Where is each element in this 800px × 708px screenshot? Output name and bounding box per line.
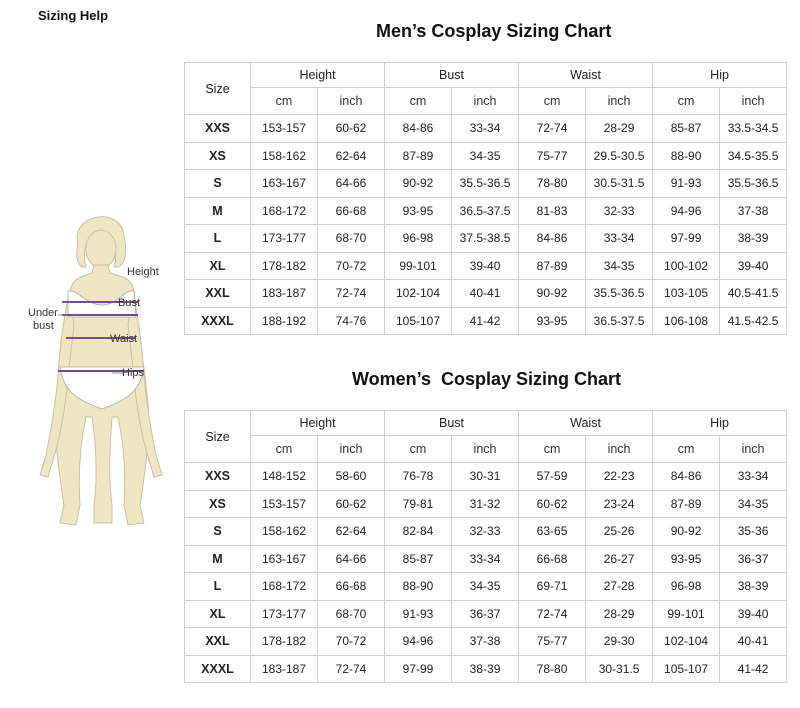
table-cell: 35-36 bbox=[720, 518, 787, 546]
table-cell: 79-81 bbox=[385, 490, 452, 518]
table-row bbox=[185, 518, 787, 546]
table-cell: 84-86 bbox=[385, 115, 452, 143]
size-cell: M bbox=[185, 197, 251, 225]
table-cell: 88-90 bbox=[653, 142, 720, 170]
table-cell: 183-187 bbox=[251, 655, 318, 683]
size-cell: S bbox=[185, 170, 251, 198]
women-sizing-table bbox=[184, 410, 787, 683]
table-cell: 32-33 bbox=[586, 197, 653, 225]
table-row bbox=[185, 280, 787, 308]
table-cell: 66-68 bbox=[519, 545, 586, 573]
table-cell: 58-60 bbox=[318, 463, 385, 491]
table-cell: 68-70 bbox=[318, 600, 385, 628]
table-row bbox=[185, 573, 787, 601]
table-cell: 62-64 bbox=[318, 518, 385, 546]
table-cell: 30-31.5 bbox=[586, 655, 653, 683]
table-cell: 90-92 bbox=[653, 518, 720, 546]
table-cell: 82-84 bbox=[385, 518, 452, 546]
table-cell: 60-62 bbox=[519, 490, 586, 518]
size-cell: XXL bbox=[185, 280, 251, 308]
table-cell: 41-42 bbox=[720, 655, 787, 683]
size-cell: XXS bbox=[185, 115, 251, 143]
table-cell: 72-74 bbox=[519, 600, 586, 628]
table-cell: 158-162 bbox=[251, 518, 318, 546]
table-cell: 87-89 bbox=[385, 142, 452, 170]
table-cell: 64-66 bbox=[318, 170, 385, 198]
table-cell: 38-39 bbox=[720, 573, 787, 601]
table-cell: 30.5-31.5 bbox=[586, 170, 653, 198]
size-cell: L bbox=[185, 573, 251, 601]
table-cell: 36.5-37.5 bbox=[586, 307, 653, 335]
unit-header-cm: cm bbox=[653, 88, 720, 115]
table-cell: 63-65 bbox=[519, 518, 586, 546]
table-cell: 158-162 bbox=[251, 142, 318, 170]
table-cell: 38-39 bbox=[720, 225, 787, 253]
table-row bbox=[185, 545, 787, 573]
unit-header-inch: inch bbox=[586, 88, 653, 115]
sizing-help-label: Sizing Help bbox=[38, 8, 109, 23]
table-cell: 72-74 bbox=[318, 655, 385, 683]
body-measurement-figure bbox=[20, 205, 190, 545]
table-cell: 39-40 bbox=[720, 252, 787, 280]
group-header-bust: Bust bbox=[385, 411, 519, 436]
table-cell: 25-26 bbox=[586, 518, 653, 546]
table-cell: 64-66 bbox=[318, 545, 385, 573]
under-bust-label-line1: Under bbox=[28, 307, 58, 319]
table-cell: 178-182 bbox=[251, 628, 318, 656]
size-cell: L bbox=[185, 225, 251, 253]
table-cell: 84-86 bbox=[653, 463, 720, 491]
table-cell: 60-62 bbox=[318, 490, 385, 518]
table-cell: 72-74 bbox=[519, 115, 586, 143]
table-cell: 90-92 bbox=[385, 170, 452, 198]
under-bust-label-line2: bust bbox=[33, 320, 54, 332]
unit-header-cm: cm bbox=[385, 436, 452, 463]
table-row bbox=[185, 490, 787, 518]
table-cell: 78-80 bbox=[519, 170, 586, 198]
size-cell: XS bbox=[185, 490, 251, 518]
table-cell: 40-41 bbox=[452, 280, 519, 308]
size-cell: XL bbox=[185, 252, 251, 280]
table-cell: 88-90 bbox=[385, 573, 452, 601]
table-cell: 94-96 bbox=[653, 197, 720, 225]
unit-header-inch: inch bbox=[318, 436, 385, 463]
table-cell: 38-39 bbox=[452, 655, 519, 683]
unit-header-cm: cm bbox=[519, 436, 586, 463]
table-row bbox=[185, 600, 787, 628]
size-column-header: Size bbox=[185, 411, 251, 463]
table-cell: 75-77 bbox=[519, 628, 586, 656]
men-chart-title: Men’s Cosplay Sizing Chart bbox=[376, 21, 612, 41]
table-cell: 106-108 bbox=[653, 307, 720, 335]
table-cell: 62-64 bbox=[318, 142, 385, 170]
table-cell: 70-72 bbox=[318, 252, 385, 280]
women-chart-title: Women’s Cosplay Sizing Chart bbox=[352, 369, 622, 389]
table-cell: 168-172 bbox=[251, 573, 318, 601]
height-label: Height bbox=[127, 266, 159, 278]
table-cell: 183-187 bbox=[251, 280, 318, 308]
size-cell: M bbox=[185, 545, 251, 573]
table-cell: 178-182 bbox=[251, 252, 318, 280]
table-cell: 66-68 bbox=[318, 197, 385, 225]
table-cell: 39-40 bbox=[720, 600, 787, 628]
size-cell: XXS bbox=[185, 463, 251, 491]
table-cell: 28-29 bbox=[586, 115, 653, 143]
group-header-height: Height bbox=[251, 411, 385, 436]
table-row bbox=[185, 115, 787, 143]
table-cell: 36-37 bbox=[720, 545, 787, 573]
table-cell: 105-107 bbox=[653, 655, 720, 683]
table-cell: 28-29 bbox=[586, 600, 653, 628]
table-cell: 34-35 bbox=[452, 573, 519, 601]
group-header-waist: Waist bbox=[519, 63, 653, 88]
table-cell: 70-72 bbox=[318, 628, 385, 656]
table-cell: 99-101 bbox=[653, 600, 720, 628]
table-cell: 168-172 bbox=[251, 197, 318, 225]
table-cell: 31-32 bbox=[452, 490, 519, 518]
table-cell: 29-30 bbox=[586, 628, 653, 656]
size-column-header: Size bbox=[185, 63, 251, 115]
unit-header-cm: cm bbox=[251, 88, 318, 115]
table-cell: 41.5-42.5 bbox=[720, 307, 787, 335]
table-cell: 60-62 bbox=[318, 115, 385, 143]
table-cell: 37-38 bbox=[452, 628, 519, 656]
table-cell: 105-107 bbox=[385, 307, 452, 335]
table-cell: 78-80 bbox=[519, 655, 586, 683]
bust-label: Bust bbox=[118, 297, 141, 309]
unit-header-cm: cm bbox=[653, 436, 720, 463]
unit-header-cm: cm bbox=[519, 88, 586, 115]
table-row bbox=[185, 197, 787, 225]
table-cell: 97-99 bbox=[385, 655, 452, 683]
unit-header-cm: cm bbox=[251, 436, 318, 463]
group-header-bust: Bust bbox=[385, 63, 519, 88]
table-cell: 35.5-36.5 bbox=[452, 170, 519, 198]
table-row bbox=[185, 628, 787, 656]
group-header-height: Height bbox=[251, 63, 385, 88]
table-cell: 66-68 bbox=[318, 573, 385, 601]
table-cell: 33-34 bbox=[586, 225, 653, 253]
unit-header-inch: inch bbox=[720, 436, 787, 463]
table-cell: 32-33 bbox=[452, 518, 519, 546]
table-cell: 93-95 bbox=[519, 307, 586, 335]
table-cell: 33-34 bbox=[452, 115, 519, 143]
size-cell: XS bbox=[185, 142, 251, 170]
men-sizing-table bbox=[184, 62, 787, 335]
table-cell: 33.5-34.5 bbox=[720, 115, 787, 143]
group-header-waist: Waist bbox=[519, 411, 653, 436]
table-cell: 37.5-38.5 bbox=[452, 225, 519, 253]
table-cell: 23-24 bbox=[586, 490, 653, 518]
table-cell: 33-34 bbox=[452, 545, 519, 573]
table-cell: 36.5-37.5 bbox=[452, 197, 519, 225]
table-cell: 40.5-41.5 bbox=[720, 280, 787, 308]
body-silhouette-icon bbox=[20, 205, 190, 545]
table-cell: 41-42 bbox=[452, 307, 519, 335]
size-cell: XL bbox=[185, 600, 251, 628]
unit-header-inch: inch bbox=[720, 88, 787, 115]
table-cell: 27-28 bbox=[586, 573, 653, 601]
size-cell: XXL bbox=[185, 628, 251, 656]
table-row bbox=[185, 170, 787, 198]
table-cell: 84-86 bbox=[519, 225, 586, 253]
table-cell: 34-35 bbox=[452, 142, 519, 170]
table-cell: 34.5-35.5 bbox=[720, 142, 787, 170]
table-cell: 76-78 bbox=[385, 463, 452, 491]
table-cell: 91-93 bbox=[653, 170, 720, 198]
table-cell: 96-98 bbox=[385, 225, 452, 253]
table-cell: 102-104 bbox=[653, 628, 720, 656]
hips-label: Hips bbox=[122, 367, 145, 379]
table-cell: 163-167 bbox=[251, 170, 318, 198]
table-cell: 72-74 bbox=[318, 280, 385, 308]
size-cell: S bbox=[185, 518, 251, 546]
group-header-hip: Hip bbox=[653, 63, 787, 88]
table-cell: 33-34 bbox=[720, 463, 787, 491]
table-cell: 36-37 bbox=[452, 600, 519, 628]
table-cell: 103-105 bbox=[653, 280, 720, 308]
table-cell: 87-89 bbox=[653, 490, 720, 518]
table-row bbox=[185, 252, 787, 280]
table-cell: 85-87 bbox=[385, 545, 452, 573]
table-cell: 93-95 bbox=[385, 197, 452, 225]
table-cell: 173-177 bbox=[251, 600, 318, 628]
table-cell: 74-76 bbox=[318, 307, 385, 335]
table-cell: 81-83 bbox=[519, 197, 586, 225]
table-cell: 29.5-30.5 bbox=[586, 142, 653, 170]
table-cell: 97-99 bbox=[653, 225, 720, 253]
table-cell: 99-101 bbox=[385, 252, 452, 280]
table-cell: 148-152 bbox=[251, 463, 318, 491]
unit-header-inch: inch bbox=[586, 436, 653, 463]
table-row bbox=[185, 655, 787, 683]
table-cell: 96-98 bbox=[653, 573, 720, 601]
table-cell: 93-95 bbox=[653, 545, 720, 573]
table-row bbox=[185, 225, 787, 253]
table-cell: 39-40 bbox=[452, 252, 519, 280]
table-cell: 163-167 bbox=[251, 545, 318, 573]
table-cell: 188-192 bbox=[251, 307, 318, 335]
table-row bbox=[185, 463, 787, 491]
table-cell: 91-93 bbox=[385, 600, 452, 628]
table-cell: 173-177 bbox=[251, 225, 318, 253]
table-cell: 153-157 bbox=[251, 490, 318, 518]
table-cell: 22-23 bbox=[586, 463, 653, 491]
table-cell: 69-71 bbox=[519, 573, 586, 601]
group-header-hip: Hip bbox=[653, 411, 787, 436]
unit-header-cm: cm bbox=[385, 88, 452, 115]
unit-header-inch: inch bbox=[318, 88, 385, 115]
table-cell: 40-41 bbox=[720, 628, 787, 656]
table-cell: 30-31 bbox=[452, 463, 519, 491]
size-cell: XXXL bbox=[185, 655, 251, 683]
table-cell: 153-157 bbox=[251, 115, 318, 143]
table-cell: 75-77 bbox=[519, 142, 586, 170]
table-cell: 37-38 bbox=[720, 197, 787, 225]
table-cell: 90-92 bbox=[519, 280, 586, 308]
table-cell: 35.5-36.5 bbox=[720, 170, 787, 198]
table-cell: 100-102 bbox=[653, 252, 720, 280]
table-cell: 26-27 bbox=[586, 545, 653, 573]
table-cell: 68-70 bbox=[318, 225, 385, 253]
table-cell: 87-89 bbox=[519, 252, 586, 280]
table-row bbox=[185, 142, 787, 170]
unit-header-inch: inch bbox=[452, 88, 519, 115]
unit-header-inch: inch bbox=[452, 436, 519, 463]
table-cell: 102-104 bbox=[385, 280, 452, 308]
table-cell: 35.5-36.5 bbox=[586, 280, 653, 308]
table-cell: 85-87 bbox=[653, 115, 720, 143]
table-cell: 34-35 bbox=[720, 490, 787, 518]
table-cell: 34-35 bbox=[586, 252, 653, 280]
waist-label: Waist bbox=[110, 333, 138, 345]
table-row bbox=[185, 307, 787, 335]
table-cell: 57-59 bbox=[519, 463, 586, 491]
size-cell: XXXL bbox=[185, 307, 251, 335]
table-cell: 94-96 bbox=[385, 628, 452, 656]
